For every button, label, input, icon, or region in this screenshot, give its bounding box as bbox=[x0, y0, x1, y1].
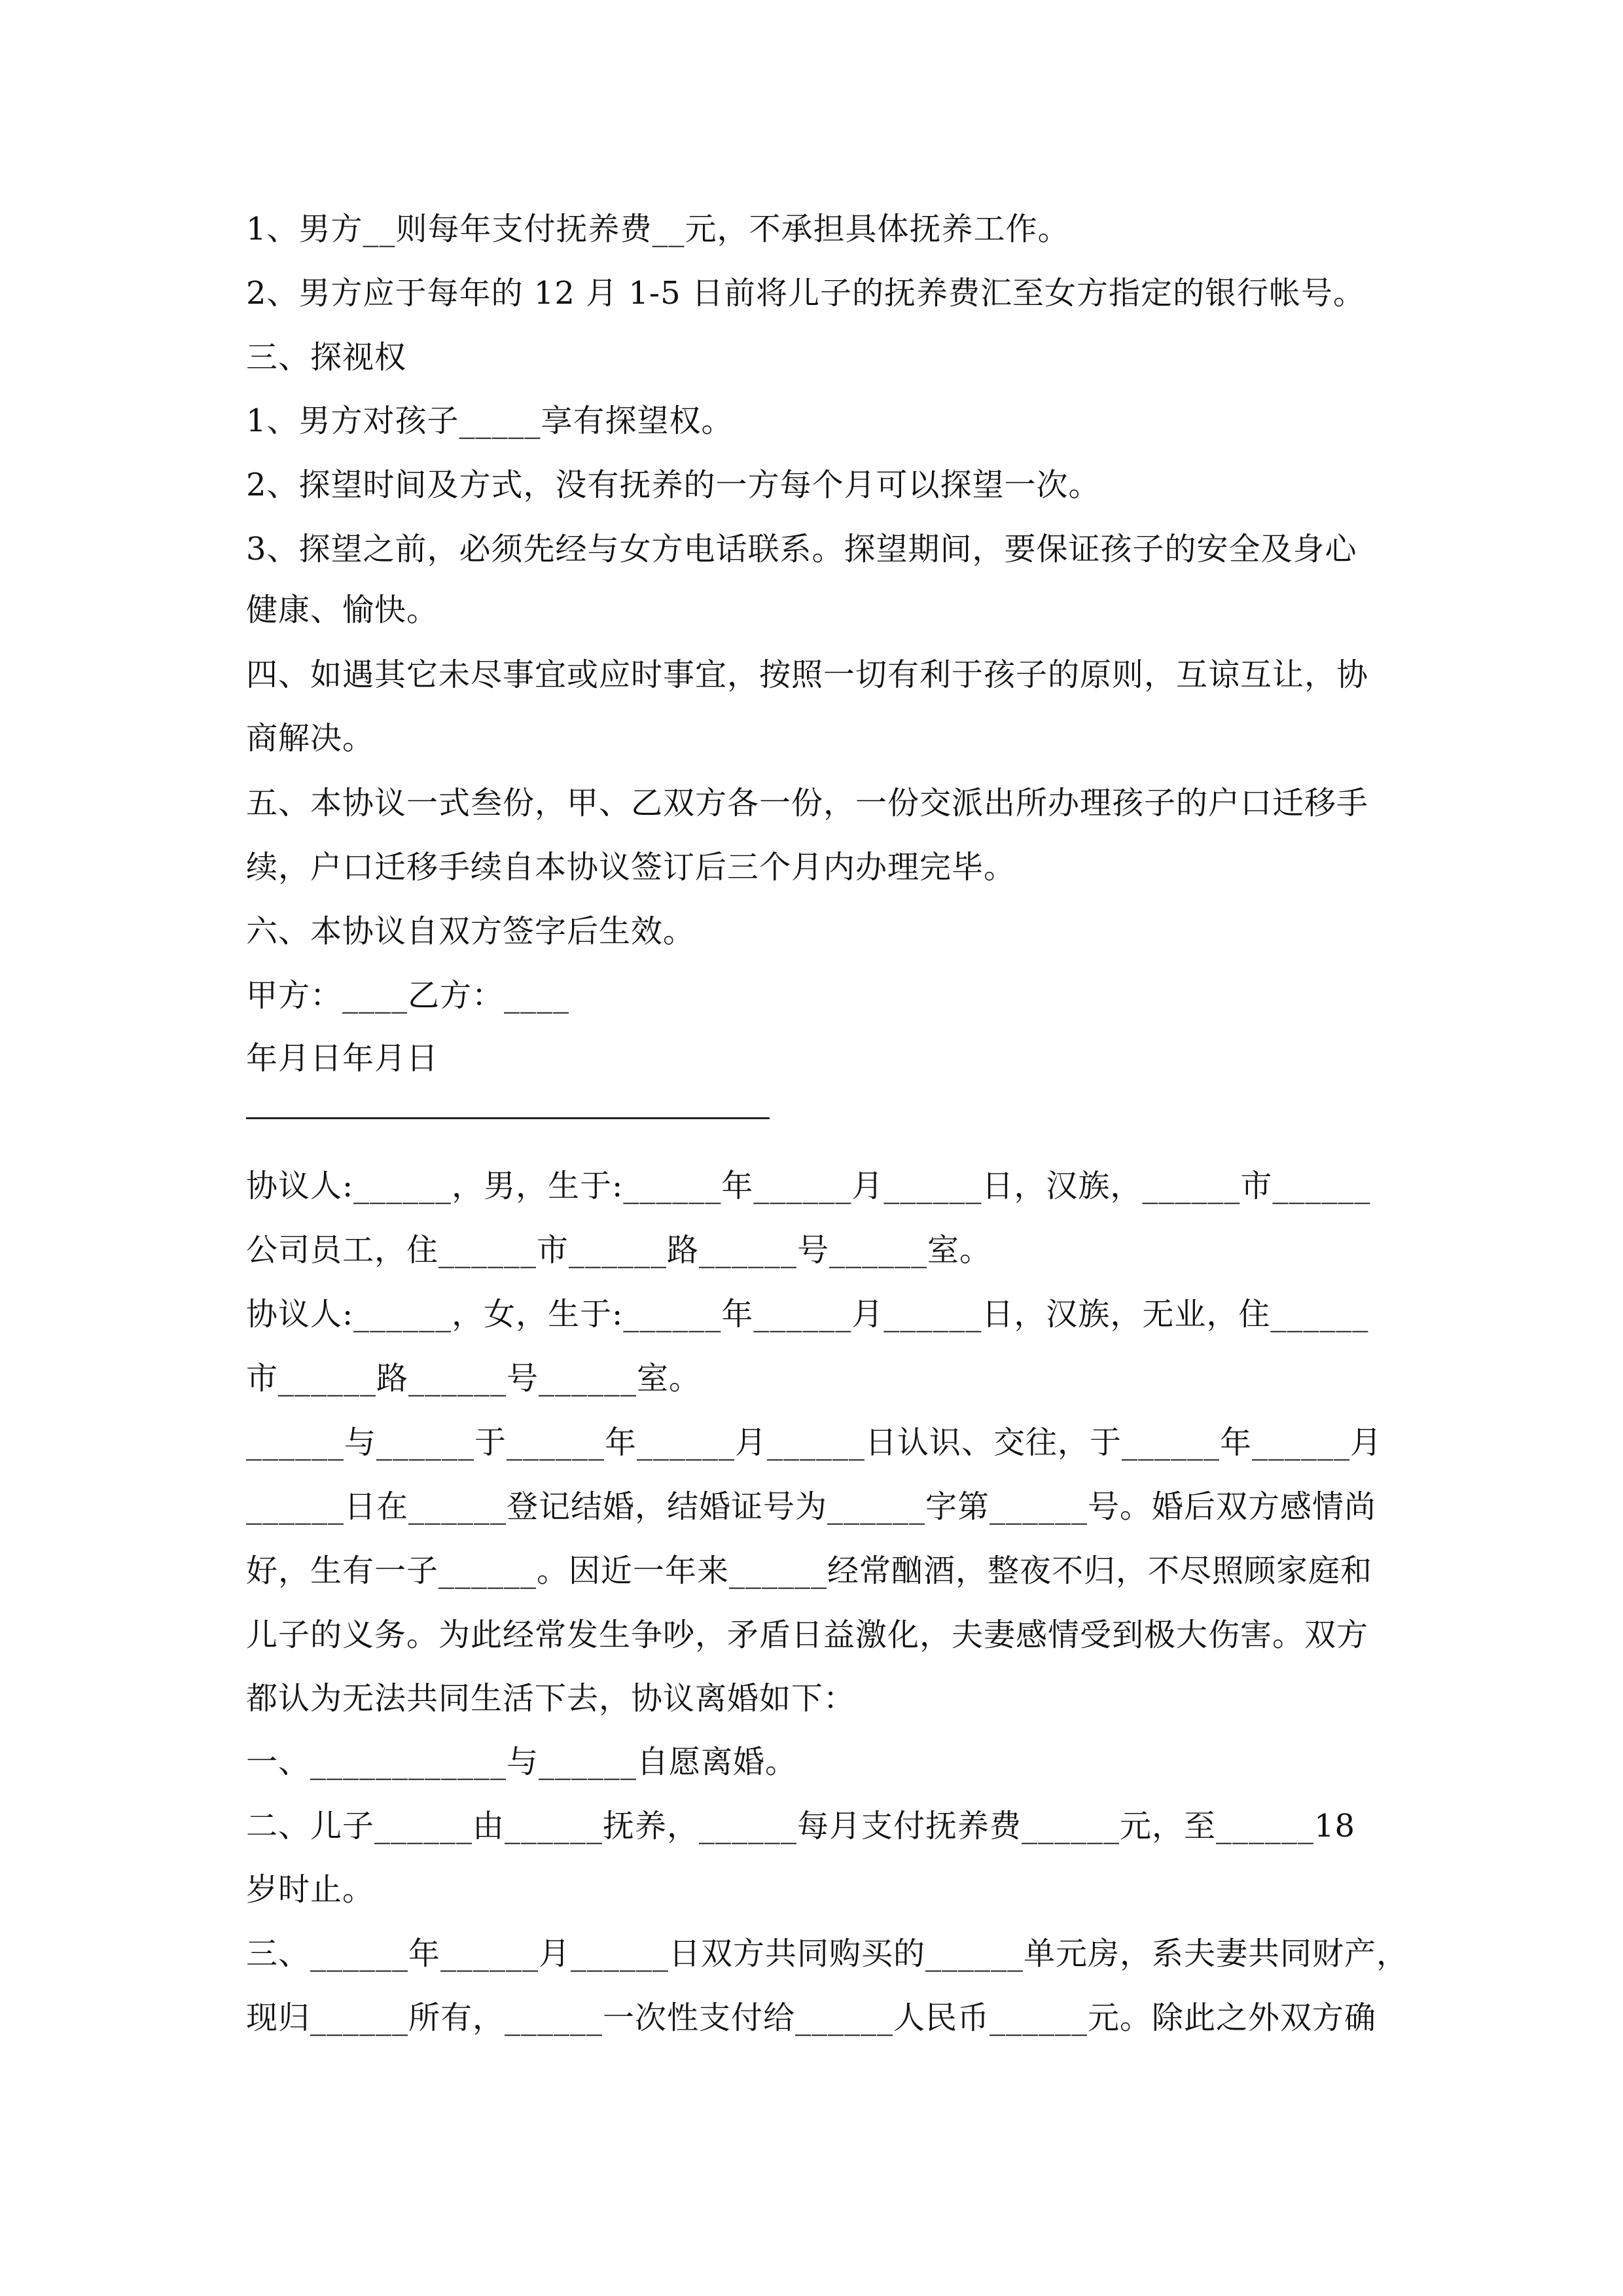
text-line: ______与______于______年______月______日认识、交往，于______年______月 bbox=[246, 1424, 1383, 1461]
text-line: 1、男方对孩子_____享有探望权。 bbox=[246, 403, 734, 439]
text-line: 2、探望时间及方式，没有抚养的一方每个月可以探望一次。 bbox=[246, 467, 1101, 503]
text-line: 协议人:______，男，生于:______年______月______日，汉族，______市______ bbox=[246, 1168, 1371, 1204]
text-line: 健康、愉快。 bbox=[246, 592, 439, 628]
text-line: 续，户口迁移手续自本协议签订后三个月内办理完毕。 bbox=[246, 849, 1016, 886]
text-line: 五、本协议一式叁份，甲、乙双方各一份，一份交派出所办理孩子的户口迁移手 bbox=[246, 785, 1369, 821]
text-line: 公司员工，住______市______路______号______室。 bbox=[246, 1232, 992, 1268]
text-line: 六、本协议自双方签字后生效。 bbox=[246, 913, 696, 950]
text-line: 商解决。 bbox=[246, 720, 375, 757]
separator-rule bbox=[246, 1117, 770, 1119]
text-line: 1、男方__则每年支付抚养费__元，不承担具体抚养工作。 bbox=[246, 211, 1070, 247]
text-line: 岁时止。 bbox=[246, 1871, 375, 1908]
text-line: 儿子的义务。为此经常发生争吵，矛盾日益激化，夫妻感情受到极大伤害。双方 bbox=[246, 1617, 1369, 1653]
text-line: 三、______年______月______日双方共同购买的______单元房，系夫妻共同财产， bbox=[246, 1935, 1409, 1972]
text-line: 现归______所有，______一次性支付给______人民币______元。除此之外双方确 bbox=[246, 2000, 1377, 2036]
text-line: 四、如遇其它未尽事宜或应时事宜，按照一切有利于孩子的原则，互谅互让，协 bbox=[246, 656, 1369, 693]
text-line: ______日在______登记结婚，结婚证号为______字第______号。婚后双方感情尚 bbox=[246, 1488, 1377, 1525]
text-line: 协议人:______，女，生于:______年______月______日，汉族，无业，住______ bbox=[246, 1296, 1369, 1333]
date-line: 年月日年月日 bbox=[246, 1040, 439, 1077]
text-line: 2、男方应于每年的 12 月 1-5 日前将儿子的抚养费汇至女方指定的银行帐号。 bbox=[246, 275, 1365, 312]
text-line: 二、儿子______由______抚养，______每月支付抚养费______元，至______18 bbox=[246, 1808, 1356, 1844]
section-heading: 三、探视权 bbox=[246, 339, 407, 376]
text-line: 一、____________与______自愿离婚。 bbox=[246, 1744, 798, 1780]
text-line: 都认为无法共同生活下去，协议离婚如下： bbox=[246, 1680, 856, 1717]
text-line: 好，生有一子______。因近一年来______经常酗酒，整夜不归，不尽照顾家庭和 bbox=[246, 1552, 1373, 1589]
text-line: 市______路______号______室。 bbox=[246, 1360, 702, 1397]
text-line: 3、探望之前，必须先经与女方电话联系。探望期间，要保证孩子的安全及身心 bbox=[246, 531, 1357, 567]
signature-line: 甲方：____乙方：____ bbox=[246, 977, 570, 1014]
